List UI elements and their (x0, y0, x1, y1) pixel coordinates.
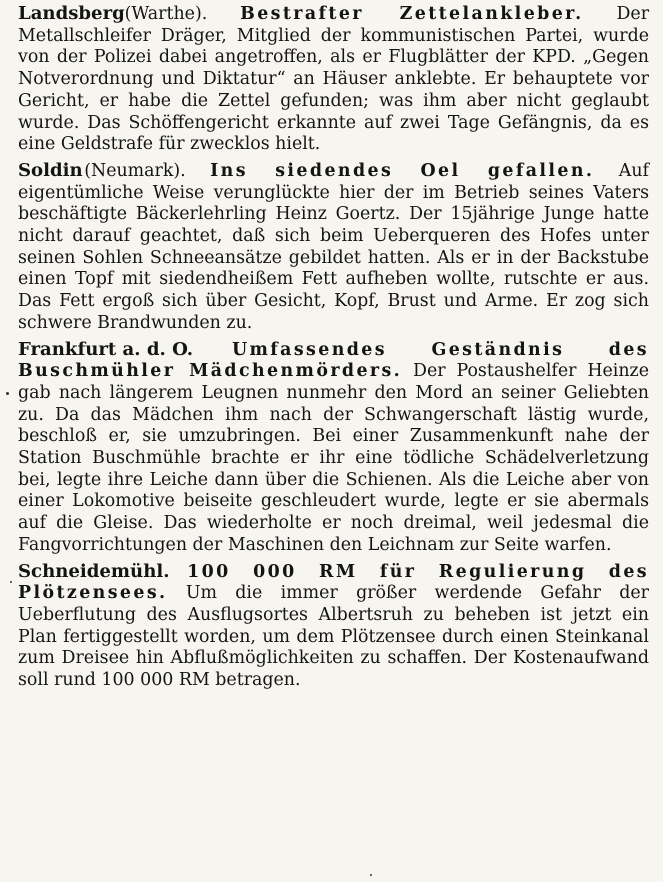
article-headline: Bestrafter Zettelankleber. (240, 4, 584, 24)
article-body: Der Postaushelfer Heinze gab nach längerem Leugnen nunmehr den Mord an seiner Geliebten zu. Da das Mädchen ihm nach der Schwangerschaft lästig wurde, beschloß er, sie umzubringen. Bei einer Zusammenkunft nahe der Station Buschmühle brachte er ihr eine tödliche Schädelverletzung bei, legte ihre Leiche dann über die Schienen. Als die Leiche aber von einer Lokomotive beiseite geschleudert wurde, legte er sie abermals auf die Gleise. Das wiederholte er noch dreimal, weil jedesmal die Fangvorrichtungen der Maschinen den Leichnam zur Seite warfen. (18, 361, 650, 555)
print-speck (6, 392, 9, 395)
article-body: Auf eigentümliche Weise verunglückte hier der im Betrieb seines Vaters beschäftigte Bäckerlehrling Heinz Goertz. Der 15jährige Junge hatte nicht darauf geachtet, daß sich beim Ueberqueren des Hofes unter seinen Sohlen Schneeansätze gebildet hatten. Als er in der Backstube einen Topf mit siedendheißem Fett aufheben wollte, rutschte er aus. Das Fett ergoß sich über Gesicht, Kopf, Brust und Arme. Er zog sich schwere Brandwunden zu. (18, 160, 649, 333)
article-headline: Ins siedendes Oel gefallen. (210, 160, 595, 181)
article-dateline: Frankfurt a. d. O. (18, 339, 194, 360)
article-dateline: Landsberg (18, 4, 125, 24)
article-body: Der Metallschleifer Dräger, Mitglied der kommunistischen Partei, wurde von der Polizei dabei angetroffen, als er Flugblätter der KPD. „Gegen Notverordnung und Diktatur“ an Häuser anklebte. Er behauptete vor Gericht, er habe die Zettel gefunden; was ihm aber nicht geglaubt wurde. Das Schöffengericht erkannte auf zwei Tage Gefängnis, da es eine Geldstrafe für zwecklos hielt. (18, 4, 650, 155)
article-dateline: Soldin (18, 160, 83, 181)
article-soldin (18, 161, 649, 335)
article-region: (Warthe). (124, 4, 208, 24)
article-headline: Umfassendes Geständnis des Buschmühler Mädchenmörders. (18, 339, 649, 382)
article-landsberg (18, 4, 649, 156)
article-body: Um die immer größer werdende Gefahr der Ueberflutung des Ausflugsortes Albertsruh zu beheben ist jetzt ein Plan fertiggestellt worden, um dem Plötzensee durch einen Steinkanal zum Dreisee hin Abflußmöglichkeiten zu schaffen. Der Kostenaufwand soll rund 100 000 RM betragen. (18, 583, 649, 691)
article-headline: 100 000 RM für Regulierung des Plötzensees. (18, 561, 649, 604)
print-speck (10, 581, 12, 583)
article-region: (Neumark). (84, 160, 186, 181)
print-speck (370, 874, 372, 876)
article-schneidemuehl (18, 562, 649, 692)
article-frankfurt (18, 340, 649, 557)
article-dateline: Schneidemühl. (18, 561, 170, 582)
